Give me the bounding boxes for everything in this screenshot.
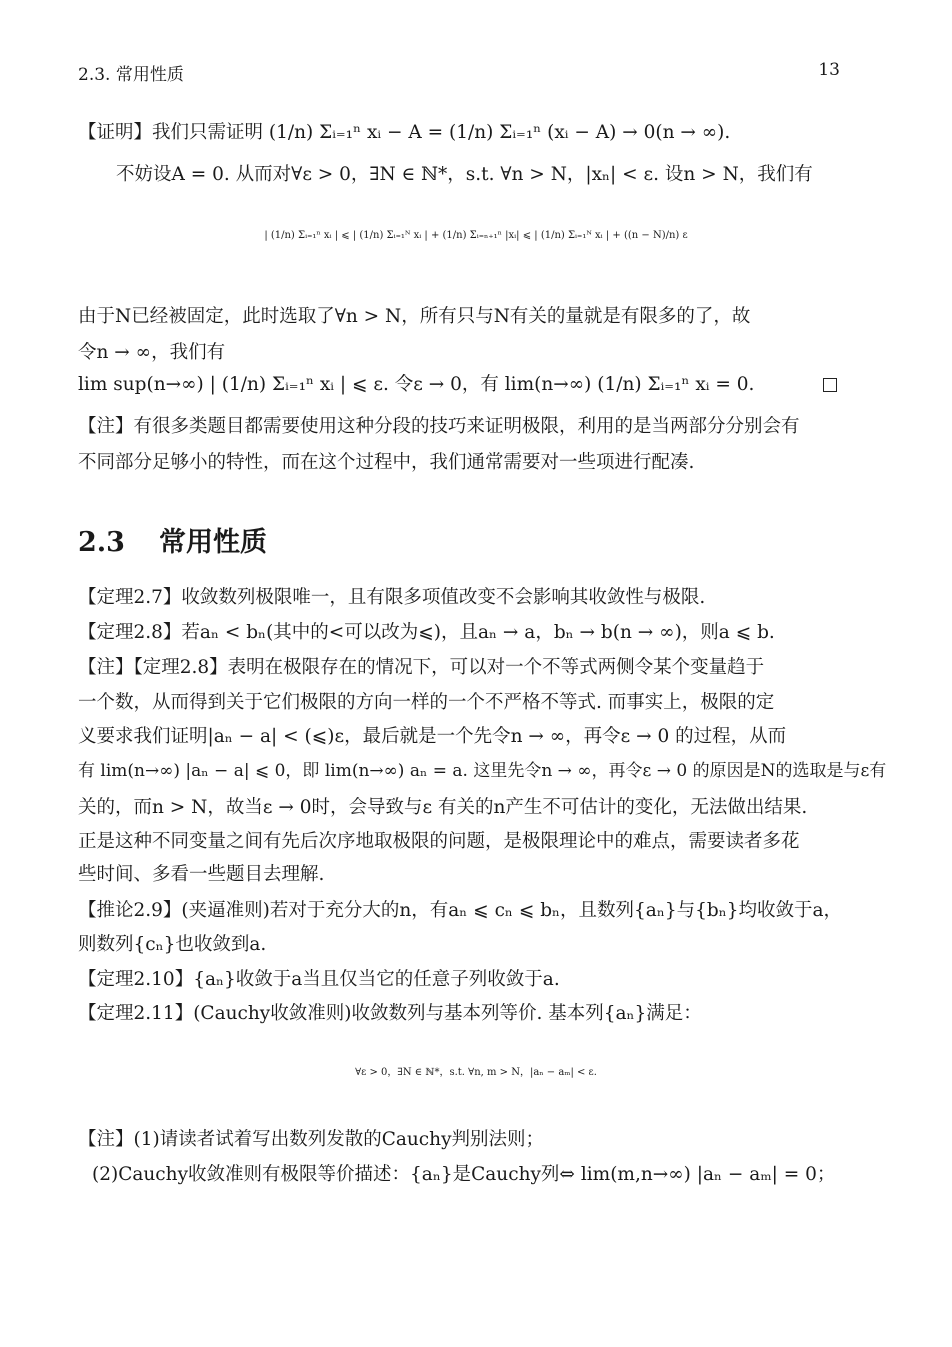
- limsup-line: lim sup(n→∞) | (1/n) Σᵢ₌₁ⁿ xᵢ | ⩽ ε. 令ε → 0，有 lim(n→∞) (1/n) Σᵢ₌₁ⁿ xᵢ = 0.: [78, 374, 755, 395]
- remark-line: 不同部分足够小的特性，而在这个过程中，我们通常需要对一些项进行配凑.: [78, 452, 695, 473]
- theorem-2-8: 【定理2.8】若aₙ < bₙ(其中的<可以改为⩽)，且aₙ → a，bₙ → b(n → ∞)，则a ⩽ b.: [78, 622, 775, 643]
- page-number: 13: [818, 60, 840, 80]
- remark-line: 【注】【定理2.8】表明在极限存在的情况下，可以对一个不等式两侧令某个变量趋于: [78, 657, 765, 678]
- proof-assume-line: 不妨设A = 0. 从而对∀ε > 0，∃N ∈ ℕ*，s.t. ∀n > N，|xₙ| < ε. 设n > N，我们有: [116, 164, 813, 185]
- theorem-2-11: 【定理2.11】(Cauchy收敛准则)收敛数列与基本列等价. 基本列{aₙ}满足：: [78, 1003, 702, 1024]
- remark-line: 义要求我们证明|aₙ − a| < (⩽)ε，最后就是一个先令n → ∞，再令ε → 0 的过程，从而: [78, 726, 787, 747]
- section-number: 2.3: [78, 527, 125, 558]
- corollary-2-9: 【推论2.9】(夹逼准则)若对于充分大的n，有aₙ ⩽ cₙ ⩽ bₙ，且数列{aₙ}与{bₙ}均收敛于a，: [78, 900, 843, 921]
- section-title: 常用性质: [158, 527, 267, 558]
- display-equation-inequality: | (1/n) Σᵢ₌₁ⁿ xᵢ | ⩽ | (1/n) Σᵢ₌₁ᴺ xᵢ | + (1/n) Σᵢ₌ₙ₊₁ⁿ |xᵢ| ⩽ | (1/n) Σᵢ₌₁ᴺ xᵢ | + ((n − N)/n) ε: [264, 230, 688, 241]
- remark-line: 些时间、多看一些题目去理解.: [78, 864, 325, 885]
- theorem-2-7: 【定理2.7】收敛数列极限唯一，且有限多项值改变不会影响其收敛性与极限.: [78, 587, 706, 608]
- running-header-section: 2.3. 常用性质: [78, 65, 184, 85]
- remark-line: 正是这种不同变量之间有先后次序地取极限的问题，是极限理论中的难点，需要读者多花: [78, 831, 800, 852]
- proof-intro-line: 【证明】我们只需证明 (1/n) Σᵢ₌₁ⁿ xᵢ − A = (1/n) Σᵢ₌₁ⁿ (xᵢ − A) → 0(n → ∞).: [78, 122, 731, 143]
- remark-line: 一个数，从而得到关于它们极限的方向一样的一个不严格不等式. 而事实上，极限的定: [78, 692, 775, 713]
- display-equation-cauchy: ∀ε > 0，∃N ∈ ℕ*，s.t. ∀n, m > N，|aₙ − aₘ| < ε.: [355, 1067, 597, 1078]
- remark-line: 关的，而n > N，故当ε → 0时，会导致与ε 有关的n产生不可估计的变化，无法做出结果.: [78, 797, 808, 818]
- theorem-2-10: 【定理2.10】{aₙ}收敛于a当且仅当它的任意子列收敛于a.: [78, 969, 560, 990]
- remark-line: 【注】(1)请读者试着写出数列发散的Cauchy判别法则；: [78, 1129, 545, 1150]
- remark-line: (2)Cauchy收敛准则有极限等价描述：{aₙ}是Cauchy列⇔ lim(m,n→∞) |aₙ − aₘ| = 0；: [92, 1164, 836, 1185]
- remark-line: 有 lim(n→∞) |aₙ − a| ⩽ 0，即 lim(n→∞) aₙ = a. 这里先令n → ∞，再令ε → 0 的原因是N的选取是与ε有: [78, 761, 887, 781]
- qed-square-icon: [823, 378, 837, 392]
- corollary-2-9-cont: 则数列{cₙ}也收敛到a.: [78, 934, 267, 955]
- remark-line: 【注】有很多类题目都需要使用这种分段的技巧来证明极限，利用的是当两部分分别会有: [78, 416, 800, 437]
- section-heading: [78, 520, 267, 559]
- paragraph-line: 由于N已经被固定，此时选取了∀n > N，所有只与N有关的量就是有限多的了，故: [78, 306, 751, 327]
- paragraph-line: 令n → ∞，我们有: [78, 342, 226, 363]
